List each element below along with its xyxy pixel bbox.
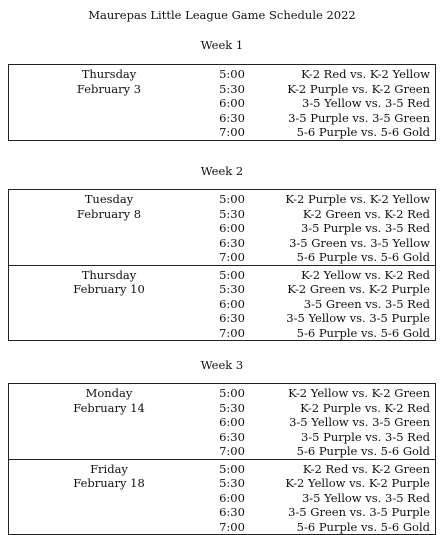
game-time: 6:30 xyxy=(219,235,245,250)
game-time: 7:00 xyxy=(219,519,245,534)
day-date: February 10 xyxy=(73,282,145,296)
day-cell xyxy=(9,266,209,341)
game-time: 6:00 xyxy=(219,490,245,505)
game-matchup: 3-5 Purple vs. 3-5 Red xyxy=(300,429,430,444)
game-matchup: 5-6 Purple vs. 5-6 Gold xyxy=(296,325,430,340)
day-date: February 3 xyxy=(76,81,142,96)
game-matchup: 3-5 Green vs. 3-5 Yellow xyxy=(289,235,430,250)
game-time: 5:00 xyxy=(219,67,245,81)
game-time: 7:00 xyxy=(219,444,245,458)
game-matchup: K-2 Yellow vs. K-2 Purple xyxy=(285,476,430,490)
game-row xyxy=(209,491,435,506)
game-time: 6:00 xyxy=(219,96,245,110)
week-2-table xyxy=(8,189,436,341)
week-3-heading: Week 3 xyxy=(200,358,244,372)
day-block xyxy=(9,384,435,459)
game-matchup: 5-6 Purple vs. 5-6 Gold xyxy=(296,444,430,458)
game-matchup: 5-6 Purple vs. 5-6 Gold xyxy=(296,250,430,264)
game-row xyxy=(209,505,435,520)
week-3-table xyxy=(8,383,436,535)
game-matchup: 5-6 Purple vs. 5-6 Gold xyxy=(296,125,430,139)
game-row xyxy=(209,221,435,236)
day-cell xyxy=(9,65,209,140)
game-time: 6:30 xyxy=(219,505,245,519)
game-matchup: K-2 Purple vs. K-2 Yellow xyxy=(285,192,430,206)
day-date: February 18 xyxy=(73,476,145,490)
game-row xyxy=(209,111,435,126)
game-matchup: K-2 Yellow vs. K-2 Red xyxy=(301,267,430,282)
game-time: 5:00 xyxy=(219,267,245,282)
day-block xyxy=(9,65,435,140)
day-date: February 14 xyxy=(73,400,145,415)
game-row xyxy=(209,82,435,97)
game-matchup: K-2 Purple vs. K-2 Green xyxy=(287,81,430,96)
day-date: February 8 xyxy=(76,206,142,221)
game-row xyxy=(209,326,435,341)
game-time: 6:00 xyxy=(219,296,245,311)
game-time: 5:00 xyxy=(219,386,245,400)
game-row xyxy=(209,462,435,477)
day-cell xyxy=(9,384,209,459)
game-time: 5:30 xyxy=(219,400,245,415)
game-matchup: 3-5 Yellow vs. 3-5 Purple xyxy=(286,311,430,325)
day-cell xyxy=(9,190,209,265)
game-row xyxy=(209,268,435,283)
game-time: 6:30 xyxy=(219,110,245,125)
game-time: 5:30 xyxy=(219,81,245,96)
game-time: 5:30 xyxy=(219,476,245,490)
game-matchup: K-2 Purple vs. K-2 Red xyxy=(300,400,430,415)
game-row xyxy=(209,386,435,401)
document-title: Maurepas Little League Game Schedule 2022 xyxy=(88,8,356,22)
game-time: 5:00 xyxy=(219,192,245,206)
game-matchup: K-2 Red vs. K-2 Yellow xyxy=(301,67,430,81)
day-block xyxy=(9,265,435,341)
game-matchup: 3-5 Purple vs. 3-5 Green xyxy=(288,110,430,125)
games-list xyxy=(209,384,435,459)
games-list xyxy=(209,65,435,140)
game-matchup: K-2 Red vs. K-2 Green xyxy=(302,461,430,476)
game-matchup: 3-5 Green vs. 3-5 Purple xyxy=(288,505,430,519)
game-time: 7:00 xyxy=(219,250,245,264)
day-weekday: Tuesday xyxy=(84,192,134,206)
game-matchup: 3-5 Purple vs. 3-5 Red xyxy=(300,221,430,235)
game-row xyxy=(209,96,435,111)
game-row xyxy=(209,207,435,222)
game-row xyxy=(209,192,435,207)
game-matchup: 5-6 Purple vs. 5-6 Gold xyxy=(296,519,430,534)
day-block xyxy=(9,190,435,265)
game-matchup: 3-5 Green vs. 3-5 Red xyxy=(303,296,430,311)
game-matchup: 3-5 Yellow vs. 3-5 Green xyxy=(289,415,430,429)
week-1-heading: Week 1 xyxy=(200,38,244,52)
games-list xyxy=(209,460,435,535)
game-row xyxy=(209,520,435,535)
game-row xyxy=(209,236,435,251)
day-cell xyxy=(9,460,209,535)
day-weekday: Friday xyxy=(90,461,128,476)
game-row xyxy=(209,476,435,491)
game-matchup: K-2 Green vs. K-2 Purple xyxy=(287,282,430,296)
games-list xyxy=(209,190,435,265)
week-2-heading: Week 2 xyxy=(200,164,244,178)
game-row xyxy=(209,67,435,82)
game-time: 5:30 xyxy=(219,282,245,296)
game-row xyxy=(209,282,435,297)
day-weekday: Thursday xyxy=(81,67,137,81)
game-time: 6:00 xyxy=(219,415,245,429)
game-time: 6:30 xyxy=(219,429,245,444)
game-time: 6:30 xyxy=(219,311,245,325)
game-time: 7:00 xyxy=(219,125,245,139)
game-matchup: 3-5 Yellow vs. 3-5 Red xyxy=(301,490,430,505)
game-row xyxy=(209,125,435,140)
game-row xyxy=(209,311,435,326)
week-1-table xyxy=(8,64,436,141)
game-row xyxy=(209,444,435,459)
game-time: 6:00 xyxy=(219,221,245,235)
games-list xyxy=(209,266,435,341)
game-row xyxy=(209,430,435,445)
game-matchup: 3-5 Yellow vs. 3-5 Red xyxy=(301,96,430,110)
game-row xyxy=(209,297,435,312)
day-weekday: Monday xyxy=(85,386,133,400)
game-matchup: K-2 Yellow vs. K-2 Green xyxy=(288,386,430,400)
game-row xyxy=(209,415,435,430)
game-time: 7:00 xyxy=(219,325,245,340)
game-row xyxy=(209,401,435,416)
game-time: 5:30 xyxy=(219,206,245,221)
day-block xyxy=(9,459,435,535)
game-matchup: K-2 Green vs. K-2 Red xyxy=(302,206,430,221)
game-time: 5:00 xyxy=(219,461,245,476)
day-weekday: Thursday xyxy=(81,267,137,282)
game-row xyxy=(209,250,435,265)
